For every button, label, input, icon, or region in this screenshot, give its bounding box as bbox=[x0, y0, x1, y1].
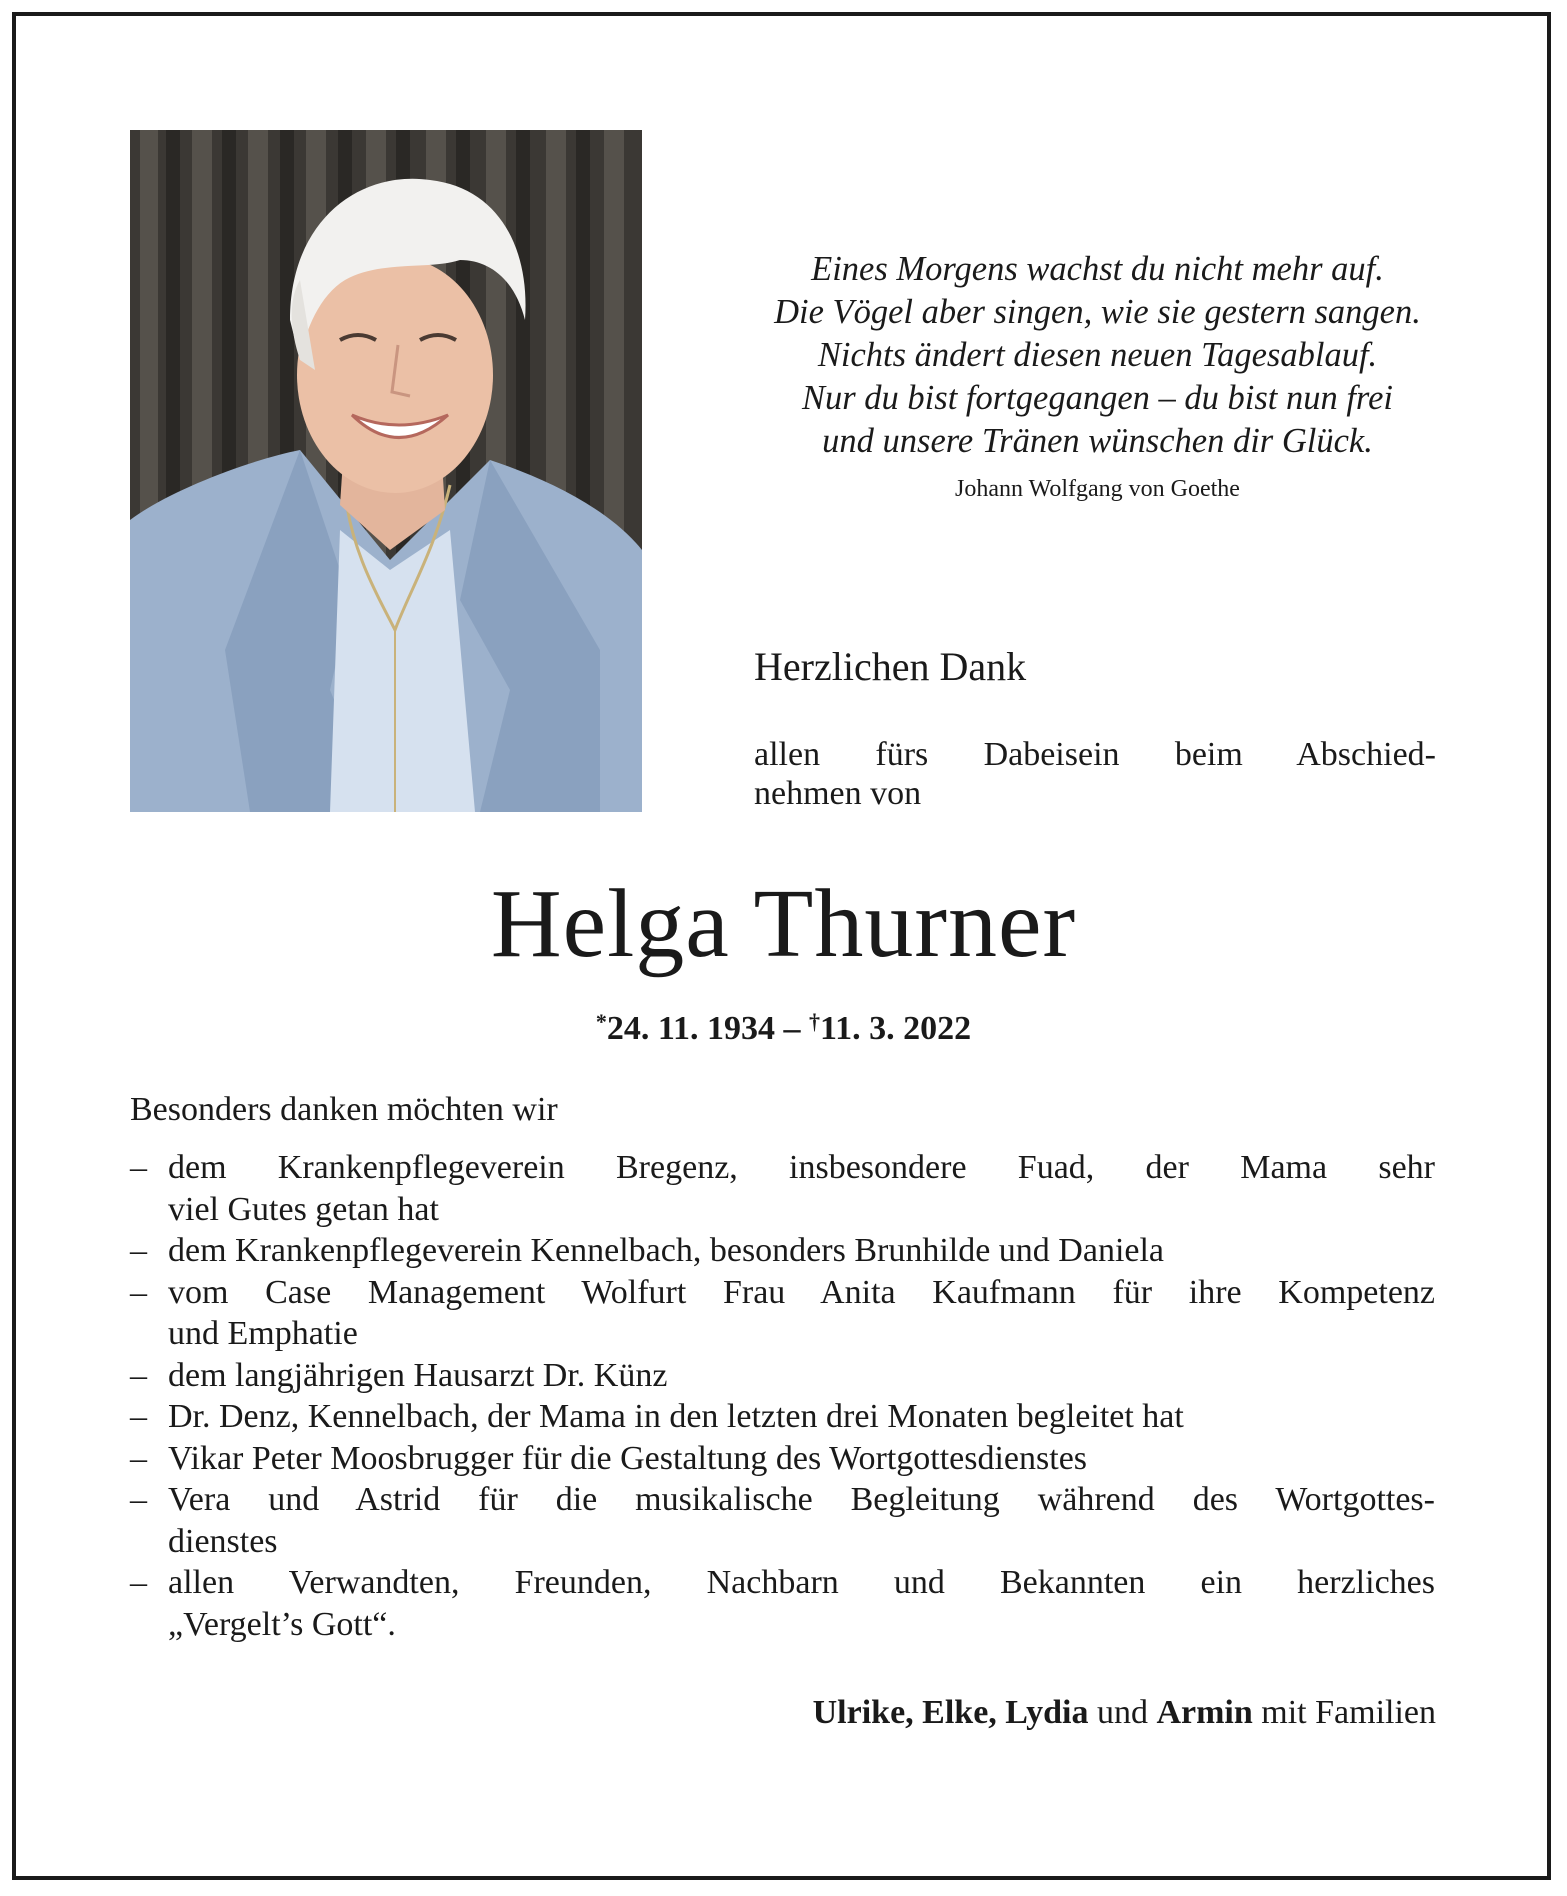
poem-line: Die Vögel aber singen, wie sie gestern sangen. bbox=[774, 293, 1421, 331]
list-item-text: allen Verwandten, Freunden, Nachbarn und Bekannten ein herzliches bbox=[168, 1564, 1435, 1601]
list-item-text: und Emphatie bbox=[168, 1315, 358, 1352]
poem-line: Nichts ändert diesen neuen Tagesablauf. bbox=[817, 336, 1378, 374]
thanks-intro bbox=[754, 735, 1436, 813]
list-item-text: Vera und Astrid für die musikalische Begleitung während des Wortgottes- bbox=[168, 1481, 1435, 1518]
signature-names: Ulrike, Elke, Lydia bbox=[812, 1694, 1089, 1731]
acknowledgements-intro: Besonders danken möchten wir bbox=[130, 1091, 558, 1128]
list-item bbox=[130, 1355, 1435, 1397]
signature-connector: und bbox=[1088, 1694, 1157, 1731]
dash: – bbox=[130, 1564, 147, 1601]
list-item-text: Dr. Denz, Kennelbach, der Mama in den letzten drei Monaten begleitet hat bbox=[168, 1398, 1184, 1435]
dash: – bbox=[130, 1398, 147, 1435]
list-item-text: dienstes bbox=[168, 1522, 278, 1560]
list-item bbox=[130, 1272, 1435, 1355]
dash: – bbox=[130, 1149, 147, 1186]
dash: – bbox=[130, 1439, 147, 1477]
list-item-text: Vikar Peter Moosbrugger für die Gestaltung des Wortgottesdienstes bbox=[168, 1439, 1088, 1477]
thanks-heading: Herzlichen Dank bbox=[754, 644, 1027, 689]
dash: – bbox=[130, 1356, 147, 1394]
death-date: 11. 3. 2022 bbox=[820, 1010, 972, 1047]
birth-date: 24. 11. 1934 bbox=[606, 1010, 775, 1047]
dash: – bbox=[130, 1481, 147, 1518]
signature-name-armin: Armin bbox=[1156, 1694, 1253, 1731]
portrait-photo bbox=[130, 130, 642, 812]
thanks-intro-line: allen fürs Dabeisein beim Abschied- bbox=[754, 736, 1436, 773]
list-item-text: „Vergelt’s Gott“. bbox=[168, 1605, 396, 1643]
poem-line: Nur du bist fortgegangen – du bist nun frei bbox=[802, 379, 1393, 417]
list-item bbox=[130, 1438, 1435, 1480]
life-dates bbox=[0, 1000, 1567, 1051]
list-item bbox=[130, 1147, 1435, 1230]
list-item-text: vom Case Management Wolfurt Frau Anita Kaufmann für ihre Kompetenz bbox=[168, 1273, 1435, 1311]
dash: – bbox=[130, 1273, 147, 1311]
list-item bbox=[130, 1479, 1435, 1562]
signature-suffix: mit Familien bbox=[1252, 1694, 1436, 1731]
poem-line: und unsere Tränen wünschen dir Glück. bbox=[822, 422, 1373, 460]
poem-author: Johann Wolfgang von Goethe bbox=[955, 476, 1240, 502]
deceased-name: Helga Thurner bbox=[490, 870, 1077, 978]
poem bbox=[720, 248, 1475, 507]
acknowledgements-list bbox=[130, 1147, 1435, 1645]
list-item bbox=[130, 1396, 1435, 1438]
list-item-text: dem Krankenpflegeverein Bregenz, insbesondere Fuad, der Mama sehr bbox=[168, 1149, 1435, 1186]
list-item bbox=[130, 1230, 1435, 1272]
list-item-text: viel Gutes getan hat bbox=[168, 1190, 439, 1228]
dash: – bbox=[130, 1232, 147, 1269]
signature bbox=[813, 1691, 1436, 1735]
thanks-intro-line: nehmen von bbox=[754, 775, 922, 812]
birth-symbol: * bbox=[595, 1009, 607, 1034]
death-symbol: † bbox=[809, 1009, 820, 1034]
list-item-text: dem langjährigen Hausarzt Dr. Künz bbox=[168, 1356, 668, 1394]
list-item bbox=[130, 1562, 1435, 1645]
date-separator: – bbox=[775, 1010, 809, 1047]
list-item-text: dem Krankenpflegeverein Kennelbach, besonders Brunhilde und Daniela bbox=[168, 1232, 1165, 1269]
poem-line: Eines Morgens wachst du nicht mehr auf. bbox=[811, 250, 1384, 288]
